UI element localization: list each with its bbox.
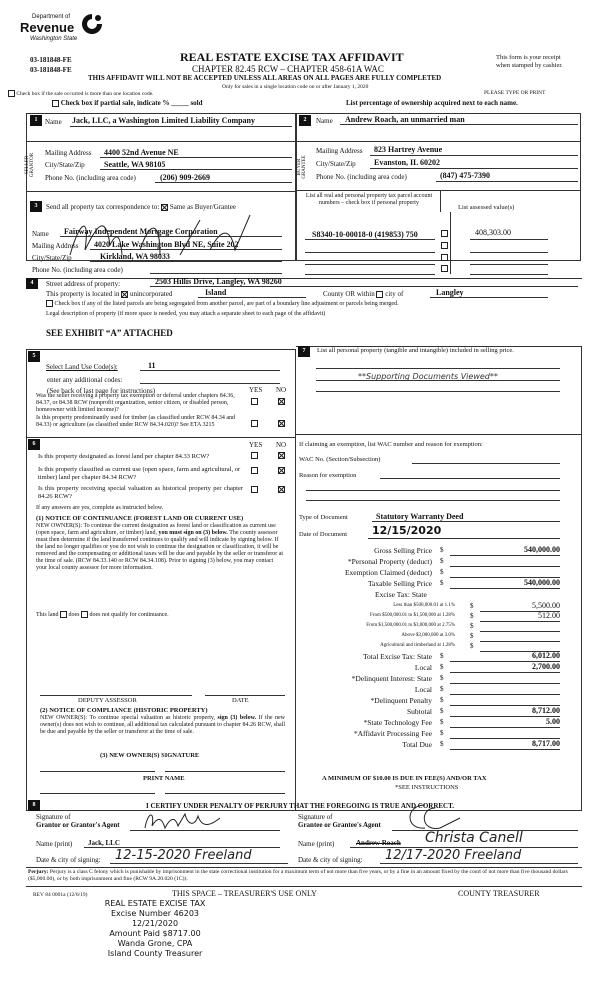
stamp-line: Amount Paid $8717.00 [109,929,201,938]
currency-symbol: $ [470,632,474,640]
currency-symbol: $ [440,740,444,748]
tax-row-label: *Delinquent Interest: State [351,674,432,683]
label: city of [385,290,404,298]
buyer-name-field[interactable]: Andrew Roach, an unmarried man [345,115,465,124]
label: City/State/Zip [316,160,356,168]
label: Grantor or Grantor's Agent [36,821,120,829]
question: Is this property classified as current use (open space, farm and agricultural, or timber) land per chapter 84.34 RCW? [38,466,241,481]
label: YES [249,386,263,394]
currency-symbol: $ [440,696,444,704]
currency-symbol: $ [440,663,444,671]
notice-title: (2) NOTICE OF COMPLIANCE (HISTORIC PROPERTY) [40,707,208,714]
label: Mailing Address [32,242,79,250]
section-number: 6 [28,439,40,450]
section-number: 3 [30,201,42,212]
currency-symbol: $ [440,707,444,715]
checkbox[interactable] [8,90,15,97]
label: Signature of [36,813,71,821]
land-use-code-field[interactable]: 11 [148,361,156,370]
tax-row-label: From $1,500,000.01 to $3,000,000 at 2.75% [366,623,455,628]
label: County OR within [323,290,375,298]
currency-symbol: $ [440,579,444,587]
text: Perjury is a class C felony which is punishable by imprisonment in the state correctional institution for a maximum term of not more than five years, or by a fine in an amount fixed by the court of not more than five thousand dollars ($5,000.00), or by both imprisonment and fine (RCW 9A.20.020 (1C)). [28,869,568,882]
question: Is this property receiving special valuation as historical property per chapter 84.26 RCW? [38,485,243,500]
currency-symbol: $ [440,718,444,726]
label: NO [276,386,287,394]
personal-property-checkbox[interactable] [441,265,448,272]
label: (See back of last page for instructions) [47,387,156,395]
unincorporated-checkbox[interactable] [121,291,128,298]
tax-row-label: Gross Selling Price [374,546,432,555]
label: Check box if the sale occurred is more than one location code. [16,90,154,97]
certification-statement: I CERTIFY UNDER PENALTY OF PERJURY THAT THE FOREGOING IS TRUE AND CORRECT. [146,802,455,810]
forest-yes-checkbox[interactable] [251,452,258,459]
stamp-line: Island County Treasurer [107,949,203,958]
section-number: 1 [30,115,42,126]
text: If the new owner(s) does not wish to continue, all additional tax calculated pursuant to chapter 84.26 RCW, shall be due and payable by the seller or transferor at the time of sale. [40,715,286,735]
buyer-city-field[interactable]: Evanston, IL 60202 [374,158,441,167]
does-not-qualify-checkbox[interactable] [81,611,88,618]
currency-symbol: $ [440,652,444,660]
label: Check box if any of the listed parcels are being segregated from another parcel, are part of a boundary line adjustment or parcels being merged. [54,300,399,307]
label: Same as Buyer/Grantee [169,203,236,211]
currency-symbol: $ [440,674,444,682]
checkbox[interactable] [46,300,53,307]
label: This property is located in [46,290,120,298]
dor-logo [20,12,100,48]
label: Date & city of signing: [36,856,101,864]
label: Grantee or Grantee's Agent [298,821,381,829]
checkbox[interactable] [52,100,59,107]
seller-name-field[interactable]: Jack, LLC, a Washington Limited Liability Company [72,116,255,125]
section-number: 8 [28,800,40,811]
tax-amount-field[interactable]: 5.00 [546,717,560,726]
does-qualify-checkbox[interactable] [60,611,67,618]
stamp-line: Excise Number 46203 [110,909,200,918]
reference-number: 03-181848-FE [30,66,72,74]
treasurer-space-label: THIS SPACE – TREASURER'S USE ONLY [172,889,317,898]
label: YES [249,441,263,449]
grantor-date-field[interactable]: 12-15-2020 Freeland [115,848,252,863]
stamp-line: 12/21/2020 [131,919,179,928]
county-field[interactable]: Island [205,288,227,297]
correspondence-signature-scribble [60,210,260,270]
continuance-row [36,611,169,618]
label: Date of Document [299,531,348,538]
seller-grantor-label: SELLER GRANTOR [25,152,35,178]
currency-symbol: $ [470,602,474,610]
notice-compliance [40,715,285,736]
assessed-value-field[interactable]: 408,303.00 [475,228,511,237]
city-row [323,290,403,298]
personal-property-checkbox[interactable] [441,230,448,237]
grantee-handwritten-name: Christa Canell [425,830,523,846]
label: unincorporated [129,290,173,298]
partial-sale-checkbox-row[interactable] [52,99,203,107]
currency-symbol: $ [470,622,474,630]
current-use-yes-checkbox[interactable] [251,467,258,474]
tax-row-label: Local [414,685,432,694]
label: DATE [232,697,249,704]
segregated-checkbox-row[interactable] [46,300,399,307]
tax-row-label: *Delinquent Penalty [370,696,432,705]
tax-amount-field[interactable]: 8,712.00 [532,706,560,715]
personal-property-checkbox[interactable] [441,254,448,261]
label: Type of Document [299,514,348,521]
correspondence-address-field[interactable]: 4020 Lake Washington Blvd NE, Suite 202 [94,240,239,249]
text: NEW OWNER(S): To continue special valuation as historic property, [40,715,215,721]
q2-no-checkbox[interactable] [278,420,285,427]
label: Phone No. (including area code) [316,173,407,181]
question: Is this property designated as forest land per chapter 84.33 RCW? [38,453,210,460]
label: WAC No. (Section/Subsection) [299,456,381,463]
buyer-address-field[interactable]: 823 Hartrey Avenue [374,145,443,154]
receipt-note: This form is your receipt [496,54,561,61]
stamp-line: REAL ESTATE EXCISE TAX [104,899,206,908]
text: sign (3) below. [217,715,257,721]
seller-address-field[interactable]: 4400 52nd Avenue NE [104,148,179,157]
buyer-phone-field[interactable]: (847) 475-7390 [440,171,490,180]
label: enter any additional codes: [47,376,123,384]
label: Signature of [298,813,333,821]
label: Mailing Address [316,147,363,155]
label: Name [32,230,49,238]
assessed-value-header: List assessed value(s) [458,204,515,211]
label: Name (print) [36,840,73,848]
tax-amount-field[interactable]: 2,700.00 [532,662,560,671]
grantee-date-field[interactable]: 12/17-2020 Freeland [385,848,522,863]
label: Name [45,118,62,126]
parcels-header: List all real and personal property tax parcel account numbers – check box if personal property [305,193,433,206]
reference-number: 03-181848-FE [30,56,72,64]
label: Legal description of property (if more space is needed, you may attach a separate sheet to each page of the affidavit) [46,311,326,317]
currency-symbol: $ [440,557,444,565]
label: Date & city of signing: [298,856,363,864]
tax-amount-field[interactable]: 512.00 [538,611,560,620]
logo-text: Revenue [20,20,75,35]
tax-row-label: Taxable Selling Price [367,579,432,588]
text: The county assessor must then determine if the land transferred continues to qualify and will indicate by signing below. If the land no longer qualifies or you do not wish to continue the designation or classification, it will be removed and the compensating or additional taxes will be due and payable by the seller or transferor at the time of sale. (RCW 84.33.140 or RCW 84.34.108). Prior to signing (3) below, you may contact your local county assessor for more information. [36,530,284,571]
label: Check box if partial sale, indicate % _____ sold [60,99,203,107]
label: Perjury: [28,869,49,875]
currency-symbol: $ [440,685,444,693]
label: Send all property tax correspondence to: [46,203,160,211]
label: Reason for exemption [299,472,357,479]
label: DEPUTY ASSESSOR [78,697,137,704]
label: City/State/Zip [45,161,85,169]
tax-row-label: *Affidavit Processing Fee [353,729,432,738]
property-address-field[interactable]: 2503 Hillis Drive, Langley, WA 98260 [155,277,282,286]
section-number: 2 [299,115,311,126]
label: List all personal property (tangible and intangible) included in selling price. [317,347,514,354]
forest-no-checkbox[interactable] [278,452,285,459]
parcel-number-field[interactable]: S8340-10-00018-0 (419853) 750 [312,230,418,239]
q1-yes-checbox[interactable] [251,398,258,405]
tax-row-label: Local [414,663,432,672]
section-number: 4 [26,278,38,289]
question: Is this property predominantly used for timber (as classified under RCW 84.34 and 84.33) or agriculture (as classified under RCW 84.34.020)? See ETA 3215 [36,415,236,428]
label: Phone No. (including area code) [45,174,136,182]
legal-description: SEE EXHIBIT “A” ATTACHED [46,328,173,338]
q2-yes-checkbox[interactable] [251,420,258,427]
notice-title: (1) NOTICE OF CONTINUANCE (FOREST LAND OR CURRENT USE) [36,515,244,522]
seller-city-field[interactable]: Seattle, WA 98105 [104,160,166,169]
tax-amount-field[interactable]: 5,500.00 [532,601,560,610]
multi-location-checkbox-row[interactable] [8,90,154,97]
historic-no-checkbox[interactable] [278,486,285,493]
label: NO [276,441,287,449]
warning-text: THIS AFFIDAVIT WILL NOT BE ACCEPTED UNLESS ALL AREAS ON ALL PAGES ARE FULLY COMPLETED [88,74,442,82]
buyer-grantee-label: BUYER GRANTEE [297,155,307,179]
subtitle: CHAPTER 82.45 RCW – CHAPTER 458-61A WAC [192,64,384,74]
page-title: REAL ESTATE EXCISE TAX AFFIDAVIT [180,50,404,64]
stamp-line: Wanda Grone, CPA [117,939,193,948]
county-treasurer-label: COUNTY TREASURER [458,889,540,898]
tax-row-label: *Personal Property (deduct) [347,557,432,566]
label: does not qualify for continuance. [89,611,169,618]
correspondence-city-field[interactable]: Kirkland, WA 98033 [100,252,170,261]
grantee-signature[interactable] [400,800,470,834]
logo-text: Department of [32,14,71,20]
label: (3) NEW OWNER(S) SIGNATURE [100,752,200,759]
document-date-field[interactable]: 12/15/2020 [372,524,442,537]
label: Name [316,117,333,125]
personal-property-checkbox[interactable] [441,242,448,249]
current-use-no-checkbox[interactable] [278,467,285,474]
label: This land [36,611,59,618]
treasurer-stamp [95,899,215,959]
note: Only for sales in a single location code on or after January 1, 2020 [222,84,369,90]
label: PRINT NAME [143,775,185,782]
seller-phone-field[interactable]: (206) 909-2669 [160,173,210,182]
text: NEW OWNER(S): To continue the current designation as forest land or classification as current use (open space, farm and agriculture, or timber) land, [36,523,276,536]
grantee-name-field[interactable]: Andrew Roach [356,839,401,847]
label: Name (print) [298,840,335,848]
grantor-name-field[interactable]: Jack, LLC [88,839,120,847]
tax-row-label: Less than $500,000.01 at 1.1% [393,603,455,608]
excise-tax-label: Excise Tax: State [375,590,427,599]
tax-row-label: Total Excise Tax: State [362,652,432,661]
text: you must sign on (3) below. [158,530,228,536]
section-number: 5 [28,351,40,362]
logo-text: Washington State [30,36,78,42]
tax-row-label: *State Technology Fee [363,718,432,727]
form-revision: REV 84 0001a (12/6/19) [33,892,88,898]
city-checkbox[interactable] [376,291,383,298]
currency-symbol: $ [440,546,444,554]
tax-row-label: Total Due [402,740,432,749]
city-field[interactable]: Langley [436,288,464,297]
tax-row-label: From $500,000.01 to $1,500,000 at 1.28% [370,613,455,618]
currency-symbol: $ [440,568,444,576]
question: Was the seller receiving a property tax exemption or deferral under chapters 84.36, 84.37, or 84.38 RCW (nonprofit organization, senior citizen, or disabled person, homeowner with limited income)? [36,393,235,413]
perjury-notice [28,869,580,883]
minimum-note: A MINIMUM OF $10.00 IS DUE IN FEE(S) AND/OR TAX [322,775,487,782]
label: Street address of property: [46,280,121,288]
tax-row-label: Agricultural and timberland at 1.28% [380,643,455,648]
currency-symbol: $ [470,642,474,650]
notice-continuance [36,523,284,572]
label: does [68,611,80,618]
instructions-note: *SEE INSTRUCTIONS [395,784,459,791]
section-number: 7 [298,346,310,357]
tax-amount-field[interactable]: 540,000.00 [524,545,560,554]
document-type-field[interactable]: Statutory Warranty Deed [376,512,464,521]
tax-row-label: Subtotal [406,707,432,716]
note: PLEASE TYPE OR PRINT [484,90,546,96]
instruction: If any answers are yes, complete as instructed below. [36,505,164,511]
receipt-note: when stamped by cashier. [496,62,563,69]
currency-symbol: $ [470,612,474,620]
tax-amount-field[interactable]: 8,717.00 [532,739,560,748]
note: List percentage of ownership acquired next to each name. [346,99,518,107]
location-row [46,290,172,298]
currency-symbol: $ [440,729,444,737]
q1-no-checkbox[interactable] [278,398,285,405]
label: Mailing Address [45,149,92,157]
tax-row-label: Above $3,000,000 at 3.0% [401,633,455,638]
tax-row-label: Exemption Claimed (deduct) [344,568,432,577]
historic-yes-checkbox[interactable] [251,486,258,493]
supporting-documents-stamp: **Supporting Documents Viewed** [358,372,498,381]
logo-emblem-icon [80,12,104,36]
label: Phone No. (including area code) [32,266,123,274]
label: City/State/Zip [32,254,72,262]
label: Select Land Use Code(s): [46,363,118,371]
tax-amount-field[interactable]: 6,012.00 [532,651,560,660]
tax-amount-field[interactable]: 540,000.00 [524,578,560,587]
correspondence-name-field[interactable]: Fairway Independent Mortgage Corporation [64,227,218,236]
label: If claiming an exemption, list WAC number and reason for exemption: [299,441,483,448]
